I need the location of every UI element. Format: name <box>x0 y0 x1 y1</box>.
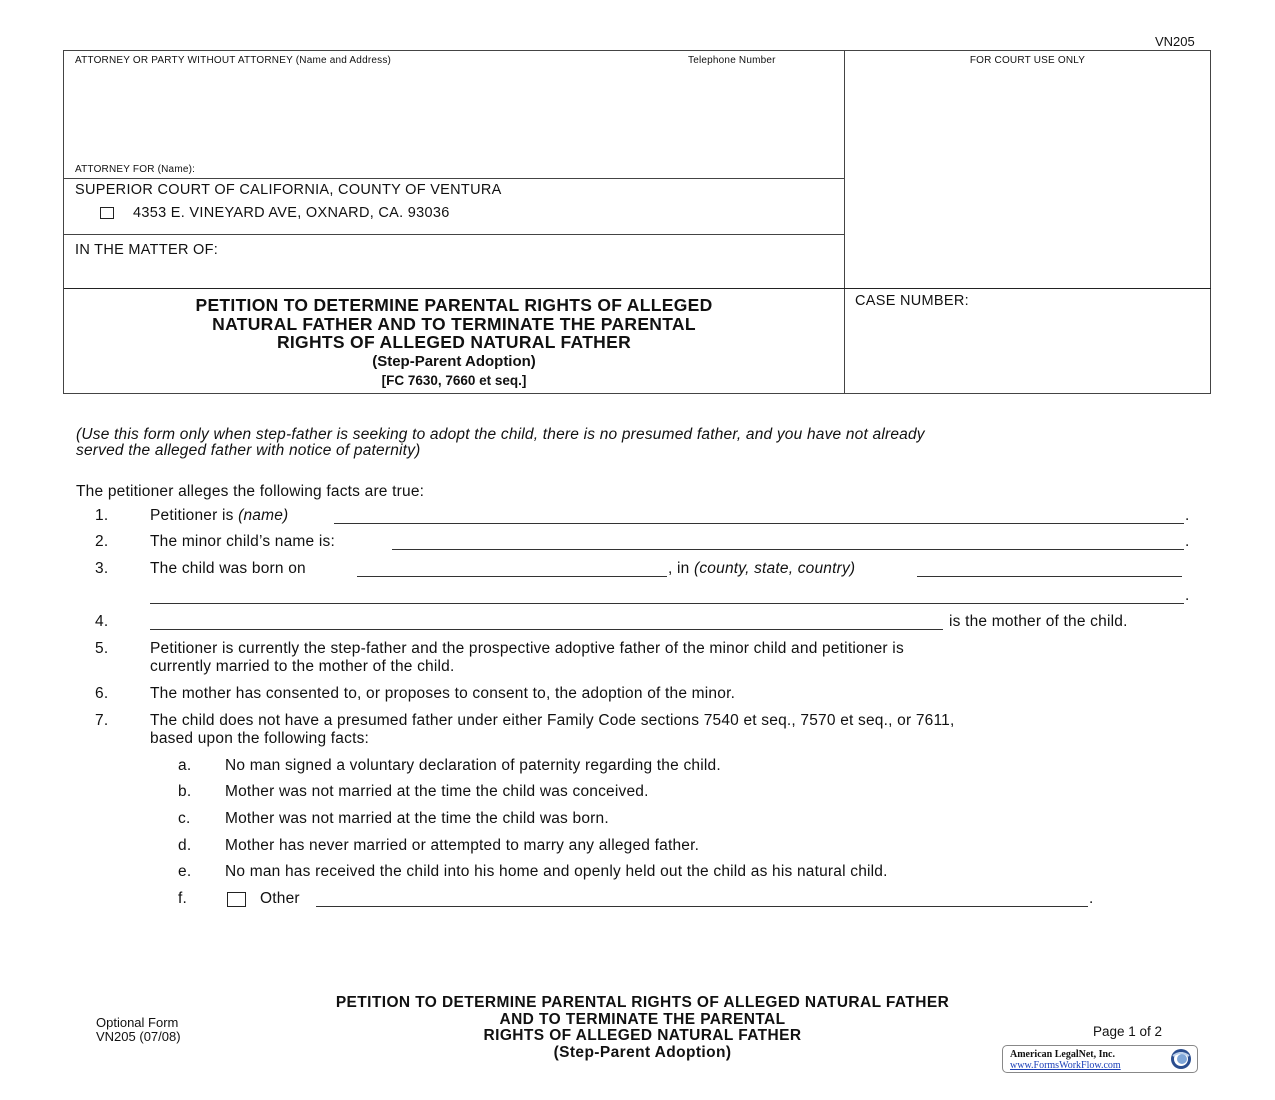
sub-item-text: Mother was not married at the time the child was conceived. <box>225 783 649 800</box>
birth-date-field[interactable] <box>357 563 667 577</box>
sub-item-letter: a. <box>178 757 192 774</box>
caption-header-box <box>63 50 1211 394</box>
sub-item-letter: f. <box>178 890 188 907</box>
form-title <box>64 296 844 391</box>
sub-item-text: No man signed a voluntary declaration of paternity regarding the child. <box>225 757 721 774</box>
intro-text: The petitioner alleges the following facts are true: <box>76 483 425 500</box>
title-line: RIGHTS OF ALLEGED NATURAL FATHER <box>276 332 632 352</box>
court-name: SUPERIOR COURT OF CALIFORNIA, COUNTY OF VENTURA <box>75 182 502 198</box>
sub-item-letter: e. <box>178 863 192 880</box>
other-checkbox[interactable] <box>227 892 246 907</box>
item-number: 5. <box>95 640 109 657</box>
period: . <box>1185 587 1190 604</box>
item-text: The minor child’s name is: <box>150 533 335 550</box>
item-text: , in (county, state, country) <box>668 560 856 577</box>
divider <box>844 51 845 394</box>
form-version: VN205 (07/08) <box>96 1028 181 1044</box>
sub-item-text: Mother has never married or attempted to marry any alleged father. <box>225 837 700 854</box>
page-number: Page 1 of 2 <box>1093 1024 1163 1039</box>
court-address-checkbox[interactable] <box>100 207 114 219</box>
title-line: PETITION TO DETERMINE PARENTAL RIGHTS OF ALLEGED <box>195 295 713 315</box>
period: . <box>1089 890 1094 907</box>
footer-title-line: PETITION TO DETERMINE PARENTAL RIGHTS OF ALLEGED NATURAL FATHER <box>335 994 950 1011</box>
form-code: VN205 <box>1155 34 1195 49</box>
case-number-field[interactable] <box>852 311 1202 386</box>
item-number: 2. <box>95 533 109 550</box>
child-name-field[interactable] <box>392 536 1184 550</box>
item-text: The child does not have a presumed father under either Family Code sections 7540 et seq., 7570 et seq., or 7611, based upon the following facts: <box>150 712 955 747</box>
sub-item-letter: b. <box>178 783 192 800</box>
optional-form-label: Optional Form <box>96 1015 179 1030</box>
item-number: 6. <box>95 685 109 702</box>
sub-item-letter: c. <box>178 810 191 827</box>
item-text: The child was born on <box>150 560 306 577</box>
sub-item-letter: d. <box>178 837 192 854</box>
american-legalnet-logo[interactable] <box>1002 1045 1198 1073</box>
item-number: 7. <box>95 712 109 729</box>
title-line: NATURAL FATHER AND TO TERMINATE THE PARENTAL <box>212 313 696 334</box>
logo-url-link[interactable]: www.FormsWorkFlow.com <box>1010 1060 1121 1071</box>
item-text: is the mother of the child. <box>949 613 1128 630</box>
period: . <box>1185 507 1190 524</box>
court-use-label: FOR COURT USE ONLY <box>969 55 1086 66</box>
sub-item-text: Mother was not married at the time the child was born. <box>225 810 609 827</box>
item-number: 4. <box>95 613 109 630</box>
sub-item-text: Other <box>260 890 300 907</box>
footer-title-line: AND TO TERMINATE THE PARENTAL <box>499 1010 786 1028</box>
item-number: 3. <box>95 560 109 577</box>
matter-label: IN THE MATTER OF: <box>75 242 219 258</box>
birth-place-field[interactable] <box>917 563 1182 577</box>
divider <box>64 234 844 235</box>
item-text: Petitioner is (name) <box>150 507 289 524</box>
instruction-text <box>76 427 925 459</box>
attorney-for-label: ATTORNEY FOR (Name): <box>75 164 196 175</box>
attorney-label: ATTORNEY OR PARTY WITHOUT ATTORNEY (Name and Address) <box>75 55 392 66</box>
instruction-line: (Use this form only when step-father is seeking to adopt the child, there is no presumed father, and you have not already <box>76 426 925 443</box>
other-field[interactable] <box>316 893 1088 907</box>
item-text: The mother has consented to, or proposes to consent to, the adoption of the minor. <box>150 685 736 702</box>
sub-item-text: No man has received the child into his home and openly held out the child as his natural child. <box>225 863 888 880</box>
period: . <box>1185 533 1190 550</box>
attorney-name-address-field[interactable] <box>72 69 837 161</box>
petitioner-name-field[interactable] <box>334 510 1184 524</box>
court-address: 4353 E. VINEYARD AVE, OXNARD, CA. 93036 <box>133 205 450 221</box>
footer-form-info <box>96 1016 181 1043</box>
mother-name-field[interactable] <box>150 616 943 630</box>
instruction-line: served the alleged father with notice of paternity) <box>76 442 421 459</box>
telephone-label: Telephone Number <box>688 55 776 66</box>
footer-title <box>200 995 1085 1061</box>
footer-title-line: (Step-Parent Adoption) <box>553 1043 732 1061</box>
logo-company-name: American LegalNet, Inc. <box>1010 1049 1115 1060</box>
divider <box>64 288 1211 289</box>
item-number: 1. <box>95 507 109 524</box>
divider <box>64 178 844 179</box>
birth-place-field-line2[interactable] <box>150 590 1184 604</box>
item-text: Petitioner is currently the step-father and the prospective adoptive father of the minor child and petitioner is currently married to the mother of the child. <box>150 640 904 675</box>
form-subtitle: (Step-Parent Adoption) <box>372 352 536 370</box>
footer-title-line: RIGHTS OF ALLEGED NATURAL FATHER <box>483 1027 802 1044</box>
case-number-label: CASE NUMBER: <box>855 293 969 309</box>
statute-reference: [FC 7630, 7660 et seq.] <box>381 372 527 388</box>
globe-icon <box>1170 1048 1192 1070</box>
